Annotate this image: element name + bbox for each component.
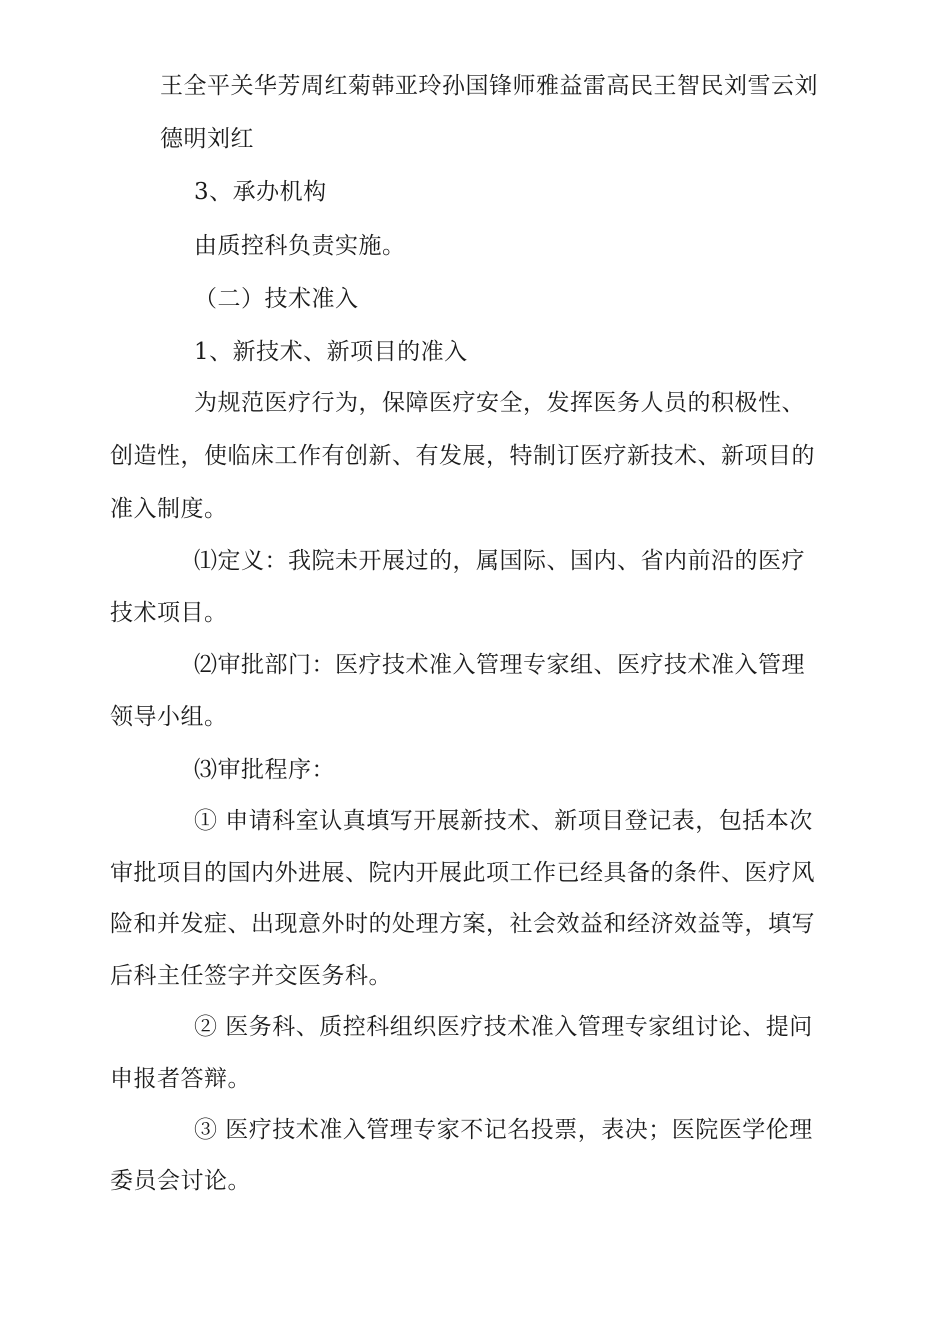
definition-line-2: 技术项目。 bbox=[110, 600, 228, 626]
section-3-heading: 3、承办机构 bbox=[194, 179, 327, 205]
approval-dept-line-1: ⑵审批部门：医疗技术准入管理专家组、医疗技术准入管理 bbox=[194, 652, 805, 678]
section-2-heading: （二）技术准入 bbox=[194, 286, 359, 312]
step-1-line-2: 审批项目的国内外进展、院内开展此项工作已经具备的条件、医疗风 bbox=[110, 860, 815, 886]
step-1-line-3: 险和并发症、出现意外时的处理方案，社会效益和经济效益等，填写 bbox=[110, 911, 815, 937]
section-3-body: 由质控科负责实施。 bbox=[194, 233, 406, 259]
intro-paragraph-line-1: 为规范医疗行为，保障医疗安全，发挥医务人员的积极性、 bbox=[194, 390, 805, 416]
intro-paragraph-line-2: 创造性，使临床工作有创新、有发展，特制订医疗新技术、新项目的 bbox=[110, 443, 815, 469]
step-3-line-1: ③ 医疗技术准入管理专家不记名投票，表决；医院医学伦理 bbox=[194, 1117, 813, 1143]
names-line-1: 王全平关华芳周红菊韩亚玲孙国锋师雅益雷高民王智民刘雪云刘 bbox=[160, 73, 818, 99]
intro-paragraph-line-3: 准入制度。 bbox=[110, 496, 228, 522]
names-line-2: 德明刘红 bbox=[160, 126, 254, 152]
step-1-line-4: 后科主任签字并交医务科。 bbox=[110, 963, 392, 989]
item-1-heading: 1、新技术、新项目的准入 bbox=[194, 339, 468, 365]
approval-dept-line-2: 领导小组。 bbox=[110, 704, 228, 730]
approval-procedure-heading: ⑶审批程序： bbox=[194, 757, 335, 783]
step-1-line-1: ① 申请科室认真填写开展新技术、新项目登记表，包括本次 bbox=[194, 808, 813, 834]
step-2-line-2: 申报者答辩。 bbox=[110, 1066, 251, 1092]
step-2-line-1: ② 医务科、质控科组织医疗技术准入管理专家组讨论、提问 bbox=[194, 1014, 813, 1040]
step-3-line-2: 委员会讨论。 bbox=[110, 1168, 251, 1194]
definition-line-1: ⑴定义：我院未开展过的，属国际、国内、省内前沿的医疗 bbox=[194, 548, 805, 574]
